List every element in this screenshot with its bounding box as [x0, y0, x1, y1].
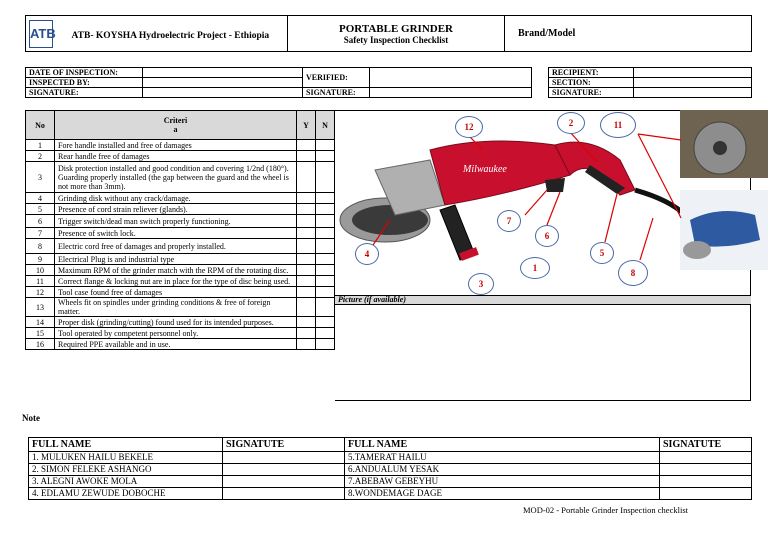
- date-field[interactable]: [143, 68, 303, 78]
- col-full-name-left: FULL NAME: [29, 438, 223, 452]
- brand-cell: [505, 16, 752, 52]
- checklist-row: [26, 328, 335, 339]
- date-label: DATE OF INSPECTION:: [26, 68, 143, 78]
- brand-label: Brand/Model: [518, 28, 576, 39]
- item-yes-box[interactable]: [297, 317, 316, 328]
- callout-12: 12: [455, 116, 483, 138]
- item-number: 8: [26, 239, 55, 254]
- section-label: SECTION:: [549, 78, 634, 88]
- signature2-field[interactable]: [370, 88, 532, 98]
- col-signature-right: SIGNATUTE: [660, 438, 752, 452]
- footer-text: MOD-02 - Portable Grinder Inspection checklist: [523, 505, 688, 515]
- col-criteria: [55, 111, 297, 140]
- title-cell: [288, 16, 505, 52]
- page-title: PORTABLE GRINDER: [338, 22, 453, 35]
- header-table: [25, 15, 752, 52]
- person-signature[interactable]: [660, 452, 752, 464]
- grinder-picture: [335, 110, 768, 295]
- item-yes-box[interactable]: [297, 287, 316, 298]
- picture-caption-bar: [335, 295, 751, 305]
- item-criteria: Maximum RPM of the grinder match with the RPM of the rotating disc.: [55, 265, 297, 276]
- item-yes-box[interactable]: [297, 162, 316, 193]
- signature2-label: SIGNATURE:: [303, 88, 370, 98]
- personnel-row: [29, 464, 752, 476]
- callout-2: 2: [557, 112, 585, 134]
- item-number: 14: [26, 317, 55, 328]
- item-number: 10: [26, 265, 55, 276]
- callout-4: 4: [355, 243, 379, 265]
- checklist-row: [26, 298, 335, 317]
- checklist-row: [26, 193, 335, 204]
- checklist-row: [26, 317, 335, 328]
- grinder-illustration: [335, 110, 768, 295]
- personnel-row: [29, 488, 752, 500]
- item-no-box[interactable]: [316, 317, 335, 328]
- inset-grinder-guard: [683, 241, 711, 259]
- trigger-switch: [545, 178, 565, 192]
- item-no-box[interactable]: [316, 287, 335, 298]
- verified-field[interactable]: [370, 68, 532, 88]
- item-criteria: Tool operated by competent personnel only.: [55, 328, 297, 339]
- item-yes-box[interactable]: [297, 254, 316, 265]
- item-no-box[interactable]: [316, 276, 335, 287]
- item-number: 16: [26, 339, 55, 350]
- personnel-row: [29, 476, 752, 488]
- item-criteria: Wheels fit on spindles under grinding conditions & free of foreign matter.: [55, 298, 297, 317]
- col-full-name-right: FULL NAME: [345, 438, 660, 452]
- checklist-row: [26, 254, 335, 265]
- checklist-row: [26, 276, 335, 287]
- col-y: Y: [297, 111, 316, 140]
- item-number: 4: [26, 193, 55, 204]
- page-subtitle: Safety Inspection Checklist: [343, 34, 449, 45]
- person-name: 5.TAMERAT HAILU: [345, 452, 660, 464]
- person-name: 4. EDLAMU ZEWUDE DOBOCHE: [29, 488, 223, 500]
- col-signature-left: SIGNATUTE: [223, 438, 345, 452]
- item-yes-box[interactable]: [297, 215, 316, 228]
- note-label: Note: [22, 413, 40, 423]
- item-number: 5: [26, 204, 55, 215]
- person-name: 8.WONDEMAGE DAGE: [345, 488, 660, 500]
- project-name: ATB- KOYSHA Hydroelectric Project - Ethiopia: [71, 30, 270, 41]
- item-yes-box[interactable]: [297, 204, 316, 215]
- info-table: [25, 67, 752, 98]
- col-criteria-line1: Criteri: [163, 116, 188, 125]
- item-yes-box[interactable]: [297, 140, 316, 151]
- item-criteria: Presence of cord strain reliever (glands).: [55, 204, 297, 215]
- checklist-row: [26, 265, 335, 276]
- item-no-box[interactable]: [316, 140, 335, 151]
- item-number: 12: [26, 287, 55, 298]
- person-name: 3. ALEGNI AWOKE MOLA: [29, 476, 223, 488]
- checklist-row: [26, 140, 335, 151]
- item-criteria: Electrical Plug is and industrial type: [55, 254, 297, 265]
- item-number: 2: [26, 151, 55, 162]
- item-no-box[interactable]: [316, 151, 335, 162]
- person-signature[interactable]: [223, 452, 345, 464]
- item-no-box[interactable]: [316, 193, 335, 204]
- item-criteria: Proper disk (grinding/cutting) found used for its intended purposes.: [55, 317, 297, 328]
- checklist-row: [26, 228, 335, 239]
- callout-6: 6: [535, 225, 559, 247]
- item-criteria: Electric cord free of damages and properly installed.: [55, 239, 297, 254]
- item-no-box[interactable]: [316, 265, 335, 276]
- item-no-box[interactable]: [316, 162, 335, 193]
- item-number: 13: [26, 298, 55, 317]
- item-yes-box[interactable]: [297, 328, 316, 339]
- section-field[interactable]: [634, 78, 752, 88]
- item-criteria: Correct flange & locking nut are in place for the type of disc being used.: [55, 276, 297, 287]
- item-yes-box[interactable]: [297, 298, 316, 317]
- item-criteria: Trigger switch/dead man switch properly functioning.: [55, 215, 297, 228]
- callout-3: 3: [468, 273, 494, 295]
- person-signature[interactable]: [223, 488, 345, 500]
- checklist-row: [26, 239, 335, 254]
- callout-7: 7: [497, 210, 521, 232]
- signature3-field[interactable]: [634, 88, 752, 98]
- item-yes-box[interactable]: [297, 339, 316, 350]
- checklist-row: [26, 339, 335, 350]
- inspected-label: INSPECTED BY:: [26, 78, 143, 88]
- person-name: 7.ABEBAW GEBEYHU: [345, 476, 660, 488]
- checklist-row: [26, 162, 335, 193]
- item-number: 7: [26, 228, 55, 239]
- checklist-row: [26, 287, 335, 298]
- item-no-box[interactable]: [316, 254, 335, 265]
- recipient-label: RECIPIENT:: [549, 68, 634, 78]
- item-no-box[interactable]: [316, 204, 335, 215]
- item-criteria: Rear handle free of damages: [55, 151, 297, 162]
- spacer-cell: [532, 68, 549, 98]
- checklist-row: [26, 151, 335, 162]
- item-criteria: Grinding disk without any crack/damage.: [55, 193, 297, 204]
- checklist-row: [26, 204, 335, 215]
- item-no-box[interactable]: [316, 239, 335, 254]
- item-criteria: Fore handle installed and free of damages: [55, 140, 297, 151]
- item-number: 11: [26, 276, 55, 287]
- item-criteria: Disk protection installed and good condition and covering 1/2nd (180°). Guarding properly installed (the gap between the guard and the wheel is not more than 3mm).: [55, 162, 297, 193]
- person-signature[interactable]: [660, 476, 752, 488]
- checklist-table: [25, 110, 335, 350]
- item-number: 3: [26, 162, 55, 193]
- item-yes-box[interactable]: [297, 239, 316, 254]
- item-criteria: Tool case found free of damages: [55, 287, 297, 298]
- item-number: 6: [26, 215, 55, 228]
- signature3-label: SIGNATURE:: [549, 88, 634, 98]
- item-no-box[interactable]: [316, 328, 335, 339]
- item-number: 9: [26, 254, 55, 265]
- person-signature[interactable]: [223, 476, 345, 488]
- person-signature[interactable]: [660, 488, 752, 500]
- callout-11: 11: [600, 112, 636, 138]
- person-name: 2. SIMON FELEKE ASHANGO: [29, 464, 223, 476]
- item-number: 1: [26, 140, 55, 151]
- item-no-box[interactable]: [316, 298, 335, 317]
- item-criteria: Presence of switch lock.: [55, 228, 297, 239]
- callout-8: 8: [618, 260, 648, 286]
- item-yes-box[interactable]: [297, 276, 316, 287]
- project-cell: [26, 16, 288, 52]
- person-name: 6.ANDUALUM YESAK: [345, 464, 660, 476]
- item-yes-box[interactable]: [297, 228, 316, 239]
- item-criteria: Required PPE available and in use.: [55, 339, 297, 350]
- checklist-row: [26, 215, 335, 228]
- inset-disc-hub: [713, 141, 727, 155]
- col-n: N: [316, 111, 335, 140]
- verified-label: VERIFIED:: [303, 68, 370, 88]
- callout-5: 5: [590, 242, 614, 264]
- inspected-field[interactable]: [143, 78, 303, 88]
- person-signature[interactable]: [660, 464, 752, 476]
- col-no: No: [26, 111, 55, 140]
- signature-label: SIGNATURE:: [26, 88, 143, 98]
- personnel-table: [28, 437, 752, 500]
- callout-1: 1: [520, 257, 550, 279]
- person-name: 1. MULUKEN HAILU BEKELE: [29, 452, 223, 464]
- picture-caption: Picture (if available): [338, 295, 406, 304]
- item-yes-box[interactable]: [297, 265, 316, 276]
- item-no-box[interactable]: [316, 228, 335, 239]
- col-criteria-line2: a: [173, 125, 178, 134]
- item-no-box[interactable]: [316, 339, 335, 350]
- item-no-box[interactable]: [316, 215, 335, 228]
- person-signature[interactable]: [223, 464, 345, 476]
- personnel-row: [29, 452, 752, 464]
- atb-logo: ATB: [29, 20, 53, 48]
- recipient-field[interactable]: [634, 68, 752, 78]
- signature-field[interactable]: [143, 88, 303, 98]
- brand-text: Milwaukee: [463, 164, 507, 175]
- item-number: 15: [26, 328, 55, 339]
- item-yes-box[interactable]: [297, 151, 316, 162]
- item-yes-box[interactable]: [297, 193, 316, 204]
